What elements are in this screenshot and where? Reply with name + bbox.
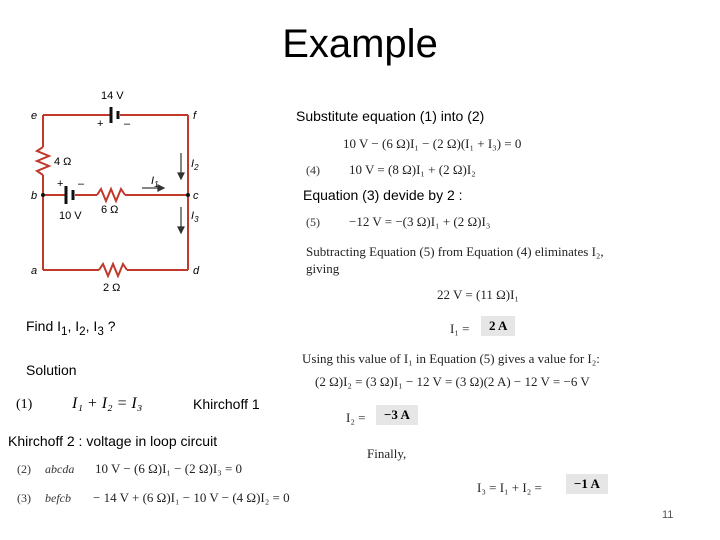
node-b-label: b <box>31 190 38 202</box>
node-e-label: e <box>31 110 38 122</box>
eq3-loop: befcb <box>45 491 71 505</box>
eq3-tag: (3) <box>17 491 31 505</box>
battery-top-plus: + <box>97 118 104 130</box>
node-f-label: f <box>193 110 197 122</box>
circuit-diagram <box>25 85 215 295</box>
equation-substituted: 10 V − (6 Ω)I₁ − (2 Ω)(I₁ + I₃) = 0 <box>343 136 522 151</box>
slide-title: Example <box>282 22 438 66</box>
step2-label: Equation (3) devide by 2 : <box>303 187 463 203</box>
i2-lhs: I₂ = <box>346 410 366 425</box>
i2-result-badge: −3 A <box>376 405 418 425</box>
equation-i2-line: (2 Ω)I₂ = (3 Ω)I₁ − 12 V = (3 Ω)(2 A) − 12 V = −6 V <box>315 374 590 389</box>
giving-text: giving <box>306 261 340 276</box>
solution-label: Solution <box>26 362 77 378</box>
current-i1-label: $I_1$ <box>151 175 159 189</box>
kirchhoff-2-label: Khirchoff 2 : voltage in loop circuit <box>8 433 218 449</box>
finally-text: Finally, <box>367 446 407 461</box>
current-i3-label: $I_3$ <box>191 210 199 224</box>
step1-label: Substitute equation (1) into (2) <box>296 108 485 124</box>
kirchhoff-1-label: Khirchoff 1 <box>193 396 260 412</box>
i1-lhs: I₁ = <box>450 321 470 336</box>
equation-1: I₁ + I₂ = I₃ <box>72 395 143 412</box>
i1-result-badge: 2 A <box>481 316 515 336</box>
node-d-label: d <box>193 265 200 277</box>
i3-result-badge: −1 A <box>566 474 608 494</box>
eq5-tag: (5) <box>306 215 320 229</box>
eq1-tag: (1) <box>16 397 33 412</box>
equation-5: −12 V = −(3 Ω)I₁ + (2 Ω)I₃ <box>349 214 491 229</box>
eq2-loop: abcda <box>45 462 75 476</box>
page-number: 11 <box>662 509 674 521</box>
battery-left-plus: + <box>57 178 64 190</box>
equation-3: − 14 V + (6 Ω)I₁ − 10 V − (4 Ω)I₂ = 0 <box>93 490 290 505</box>
resistor-mid-label: 6 Ω <box>101 204 119 216</box>
battery-left-minus: – <box>78 178 85 190</box>
equation-2: 10 V − (6 Ω)I₁ − (2 Ω)I₃ = 0 <box>95 461 243 476</box>
find-question: Find $I_1$, $I_2$, $I_3$ ? <box>26 318 116 338</box>
node-c-label: c <box>193 190 199 202</box>
equation-4: 10 V = (8 Ω)I₁ + (2 Ω)I₂ <box>349 162 476 177</box>
battery-top-minus: – <box>124 118 131 130</box>
i3-lhs: I₃ = I₁ + I₂ = <box>477 480 542 495</box>
subtract-text: Subtracting Equation (5) from Equation (4) eliminates I₂, <box>306 244 604 259</box>
battery-left-label: 10 V <box>59 210 82 222</box>
battery-top-label: 14 V <box>101 90 124 102</box>
node-a-label: a <box>31 265 38 277</box>
resistor-left-label: 4 Ω <box>54 156 72 168</box>
resistor-bottom-label: 2 Ω <box>103 282 121 294</box>
current-i2-label: $I_2$ <box>191 158 199 172</box>
using-text: Using this value of I₁ in Equation (5) gives a value for I₂: <box>302 351 600 366</box>
eq4-tag: (4) <box>306 163 320 177</box>
equation-22v: 22 V = (11 Ω)I₁ <box>437 287 519 302</box>
eq2-tag: (2) <box>17 462 31 476</box>
